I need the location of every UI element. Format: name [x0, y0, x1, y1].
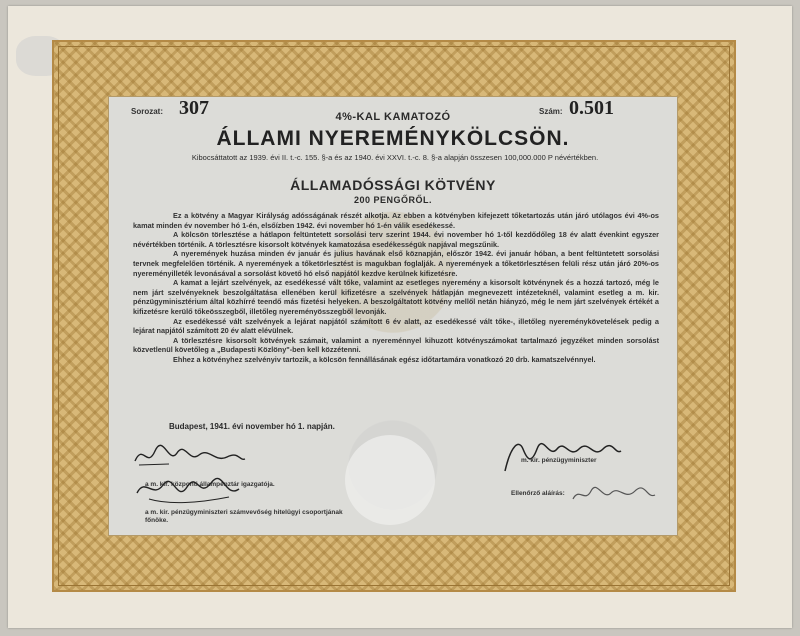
signer3-caption: m. kir. pénzügyminiszter [521, 457, 597, 464]
bond-face [108, 96, 678, 536]
bond-title: ÁLLAMI NYEREMÉNYKÖLCSÖN. [216, 127, 570, 150]
terms-paragraph: A törlesztésre kisorsolt kötvények számait, valamint a nyereménnyel kihuzott kötvényszámokat tartalmazó jegyzéket minden sorsolást közvetlenül követőleg a „Budapesti Közlöny"-ben kell közzétenni. [133, 335, 659, 355]
terms-paragraph: A kamat a lejárt szelvények, az esedékessé vált tőke, valamint az esetleges nyeremény a kisorsolt kötvénynek és a hozzá tartozó, még le nem járt szelvényeknek beszolgáltatása ellenében kerül kifizetésre a szelvények hátlapján megnevezett intézeteknél, valamint esetleg a m. kir. pénzügyminisztérium által közhírré teendő más fizetési helyeken. A beszolgáltatott kötvény mellől netán hiányzó, még le nem járt szelvények értékét a kifizetésre kerülő tőkeösszegből, illetőleg nyereményösszegből levonják. [133, 278, 659, 316]
number-label: Szám: [539, 107, 563, 116]
bond-subtitle: ÁLLAMADÓSSÁGI KÖTVÉNY [290, 177, 496, 193]
denomination: 200 PENGŐRŐL. [353, 195, 433, 205]
signer2-caption: a m. kir. pénzügyminiszteri számvevőség hitelügyi csoportjának főnöke. [145, 509, 343, 524]
signature-3 [497, 435, 627, 477]
control-signature [511, 481, 659, 507]
series-number: 307 [179, 97, 209, 119]
control-label: Ellenőrző aláírás: [511, 490, 565, 497]
terms-paragraph: Ehhez a kötvényhez szelvényiv tartozik, a kölcsön fennállásának egész időtartamára vonatkozó 20 drb. kamatszelvénnyel. [173, 354, 596, 364]
control-signature-mark [569, 481, 659, 507]
bond-number: 0.501 [569, 97, 614, 119]
terms-paragraph: Ez a kötvény a Magyar Királyság adósságának részét alkotja. Az ebben a kötvényben kifejezett tőketartozás után járó utólagos évi 4%-os kamat minden év november hó 1-én, elsőízben 1942. évi november hó 1-én válik esedékessé. [133, 211, 659, 230]
interest-line: 4%-KAL KAMATOZÓ [335, 111, 451, 123]
signer1-caption: a m. kir. központi állampénztár igazgatója. [145, 481, 275, 488]
issued-text: Kibocsáttatott az 1939. évi II. t.-c. 155. §-a és az 1940. évi XXVI. t.-c. 8. §-a alapján összesen 100,000.000 P névértékben. [191, 153, 599, 162]
terms-paragraph: A kölcsön törlesztése a hátlapon feltüntetett sorsolási terv szerint 1944. évi november hó 1-től kezdődőleg 18 év alatt évenkint egyszer névértékben történik. A törlesztésre kisorsolt kötvények kamatozása esedékességük napjával megszűnik. [133, 230, 659, 249]
signature-1 [129, 439, 249, 473]
series-label: Sorozat: [131, 107, 163, 116]
signature-2 [129, 469, 249, 509]
terms-paragraph: Az esedékessé vált szelvények a lejárat napjától számított 6 év alatt, az esedékessé vált tőke-, illetőleg nyereménykövetelések pedig a lejárat napjától számított 20 év alatt elévülnek. [133, 316, 659, 336]
terms-paragraph: A nyeremények huzása minden év január és julius havának első köznapján, először 1942. évi január hóban, a bent feltüntetett sorsolási tervnek megfelelően történik. A nyeremények a tőketörlesztést is magukban foglalják. A nyeremények a tőketörlesztésen felüli rész után járó 20%-os nyereményilleték levonásával a sorsolást követő hó első napjától kezdve kerülnek kifizetésre. [133, 249, 659, 278]
bond-terms [133, 211, 659, 365]
issue-date-line: Budapest, 1941. évi november hó 1. napján. [169, 422, 335, 431]
dry-seal [345, 435, 435, 525]
